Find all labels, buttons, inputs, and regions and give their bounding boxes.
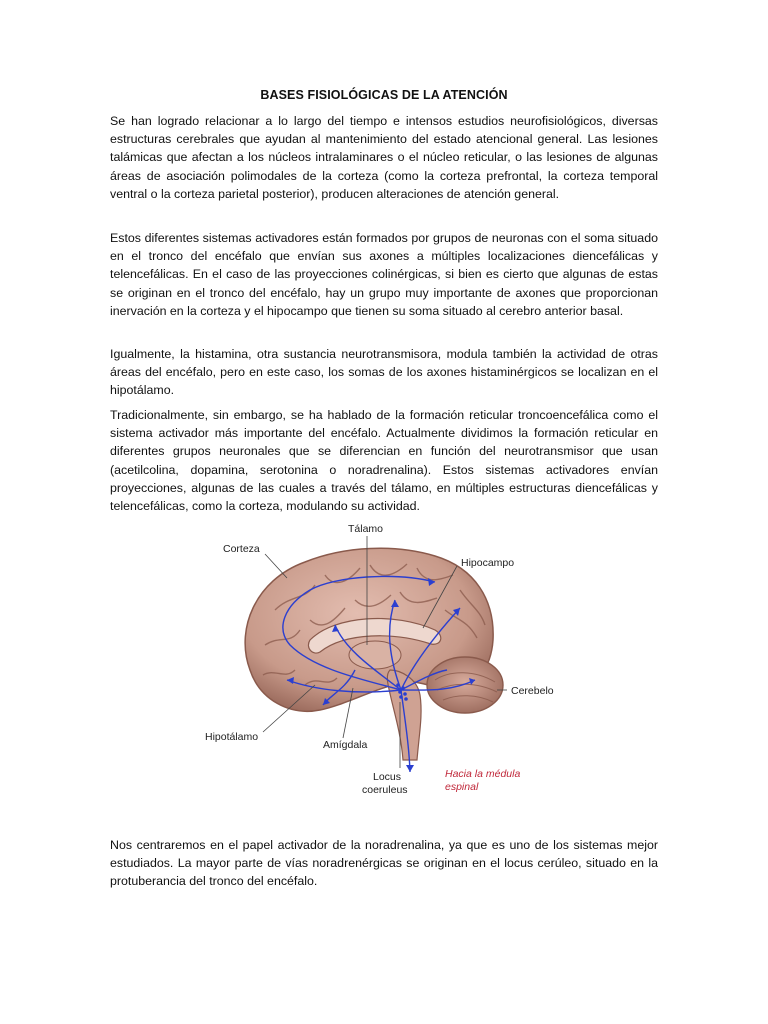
label-talamo: Tálamo	[348, 523, 384, 535]
label-hipocampo: Hipocampo	[461, 557, 515, 569]
document-title: BASES FISIOLÓGICAS DE LA ATENCIÓN	[260, 88, 508, 102]
paragraph-2: Estos diferentes sistemas activadores están formados por grupos de neuronas con el soma situado en el tronco del encéfalo que envían sus axones a múltiples localizaciones diencefálicas y telencefálicas. En el caso de las proyecciones colinérgicas, si bien es cierto que algunas de estas se originan en el tronco del encéfalo, hay un grupo muy importante de axones que proporcionan inervación en la corteza y el hipocampo que tienen su soma situado al cerebro anterior basal.	[110, 231, 658, 318]
paragraph-1: Se han logrado relacionar a lo largo del tiempo e intensos estudios neurofisiológicos, diversas estructuras cerebrales que ayudan al mantenimiento del estado atencional general. Las lesiones talámicas que afectan a los núcleos intralaminares o el núcleo reticular, o las lesiones de algunas áreas de asociación polimodales de la corteza (como la corteza prefrontal, la corteza temporal ventral o la corteza parietal posterior), producen alteraciones de atención general.	[110, 114, 658, 201]
brain-figure	[195, 520, 555, 805]
label-amigdala: Amígdala	[323, 739, 368, 751]
label-locus-line2: coeruleus	[362, 784, 408, 796]
paragraph-4: Tradicionalmente, sin embargo, se ha hablado de la formación reticular troncoencefálica como el sistema activador más importante del encéfalo. Actualmente dividimos la formación reticular en diferentes grupos neuronales que se diferencian en función del neurotransmisor que usan (acetilcolina, dopamina, serotonina o noradrenalina). Estos sistemas activadores envían proyecciones, algunas de las cuales a través del tálamo, en múltiples estructuras diencefálicas y telencefálicas, como la corteza, modulando su actividad.	[110, 408, 658, 514]
label-medula-line2: espinal	[445, 781, 479, 793]
label-medula-line1: Hacia la médula	[445, 768, 521, 780]
paragraph-5: Nos centraremos en el papel activador de la noradrenalina, ya que es uno de los sistemas mejor estudiados. La mayor parte de vías noradrenérgicas se originan en el locus cerúleo, situado en la protuberancia del tronco del encéfalo.	[110, 838, 658, 889]
paragraph-3: Igualmente, la histamina, otra sustancia neurotransmisora, modula también la actividad de otras áreas del encéfalo, pero en este caso, los somas de los axones histaminérgicos se localizan en el hipotálamo.	[110, 347, 658, 398]
brain-illustration	[195, 520, 555, 805]
label-cerebelo: Cerebelo	[511, 685, 554, 697]
label-corteza: Corteza	[223, 543, 260, 555]
label-locus-line1: Locus	[373, 771, 402, 783]
cerebellum-shape	[427, 657, 503, 713]
label-hipotalamo: Hipotálamo	[205, 731, 259, 743]
